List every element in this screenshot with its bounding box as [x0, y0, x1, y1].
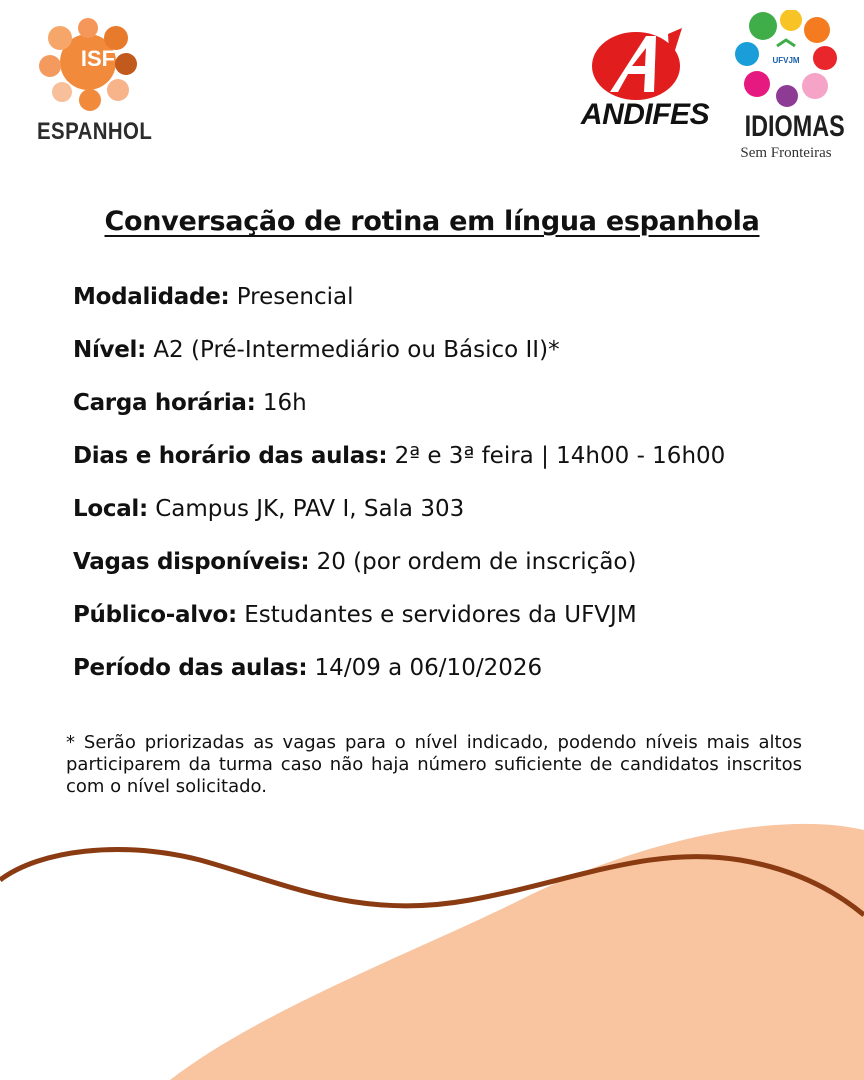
detail-label: Vagas disponíveis: — [73, 549, 310, 575]
detail-label: Carga horária: — [73, 390, 256, 416]
detail-value: 20 (por ordem de inscrição) — [316, 549, 637, 575]
idiomas-subtitle: Sem Fronteiras — [740, 145, 832, 161]
andifes-logo — [570, 26, 720, 136]
andifes-name: ANDIFES — [580, 98, 710, 131]
isf-espanhol-logo — [28, 18, 153, 153]
isf-subtitle: ESPANHOL — [37, 118, 153, 145]
detail-value: Campus JK, PAV I, Sala 303 — [155, 496, 465, 522]
detail-dias-horario — [73, 439, 833, 492]
detail-carga-horaria — [73, 386, 833, 439]
decorative-waves — [0, 790, 864, 1080]
detail-label: Público-alvo: — [73, 602, 237, 628]
detail-local — [73, 492, 833, 545]
detail-label: Período das aulas: — [73, 655, 308, 681]
detail-nivel — [73, 333, 833, 386]
detail-publico-alvo — [73, 598, 833, 651]
andifes-a-icon — [570, 26, 720, 106]
detail-label: Nível: — [73, 337, 147, 363]
detail-label: Dias e horário das aulas: — [73, 443, 388, 469]
ufvjm-badge: UFVJM — [772, 56, 800, 65]
detail-label: Modalidade: — [73, 284, 230, 310]
isf-mark: ISF — [80, 46, 116, 71]
detail-modalidade — [73, 280, 833, 333]
course-details — [73, 280, 833, 704]
footnote: * Serão priorizadas as vagas para o nível indicado, podendo níveis mais altos participarem da turma caso não haja número suficiente de candidatos inscritos com o nível solicitado. — [66, 732, 802, 797]
detail-label: Local: — [73, 496, 148, 522]
detail-value: 2ª e 3ª feira | 14h00 - 16h00 — [394, 443, 726, 469]
detail-periodo — [73, 651, 833, 704]
detail-value: Presencial — [236, 284, 354, 310]
detail-value: 14/09 a 06/10/2026 — [314, 655, 543, 681]
course-title: Conversação de rotina em língua espanhola — [104, 206, 760, 237]
detail-value: 16h — [262, 390, 307, 416]
idiomas-name: IDIOMAS — [744, 110, 845, 143]
detail-value: A2 (Pré-Intermediário ou Básico II)* — [153, 337, 560, 363]
detail-vagas — [73, 545, 833, 598]
idiomas-sem-fronteiras-logo — [733, 10, 845, 161]
detail-value: Estudantes e servidores da UFVJM — [244, 602, 637, 628]
